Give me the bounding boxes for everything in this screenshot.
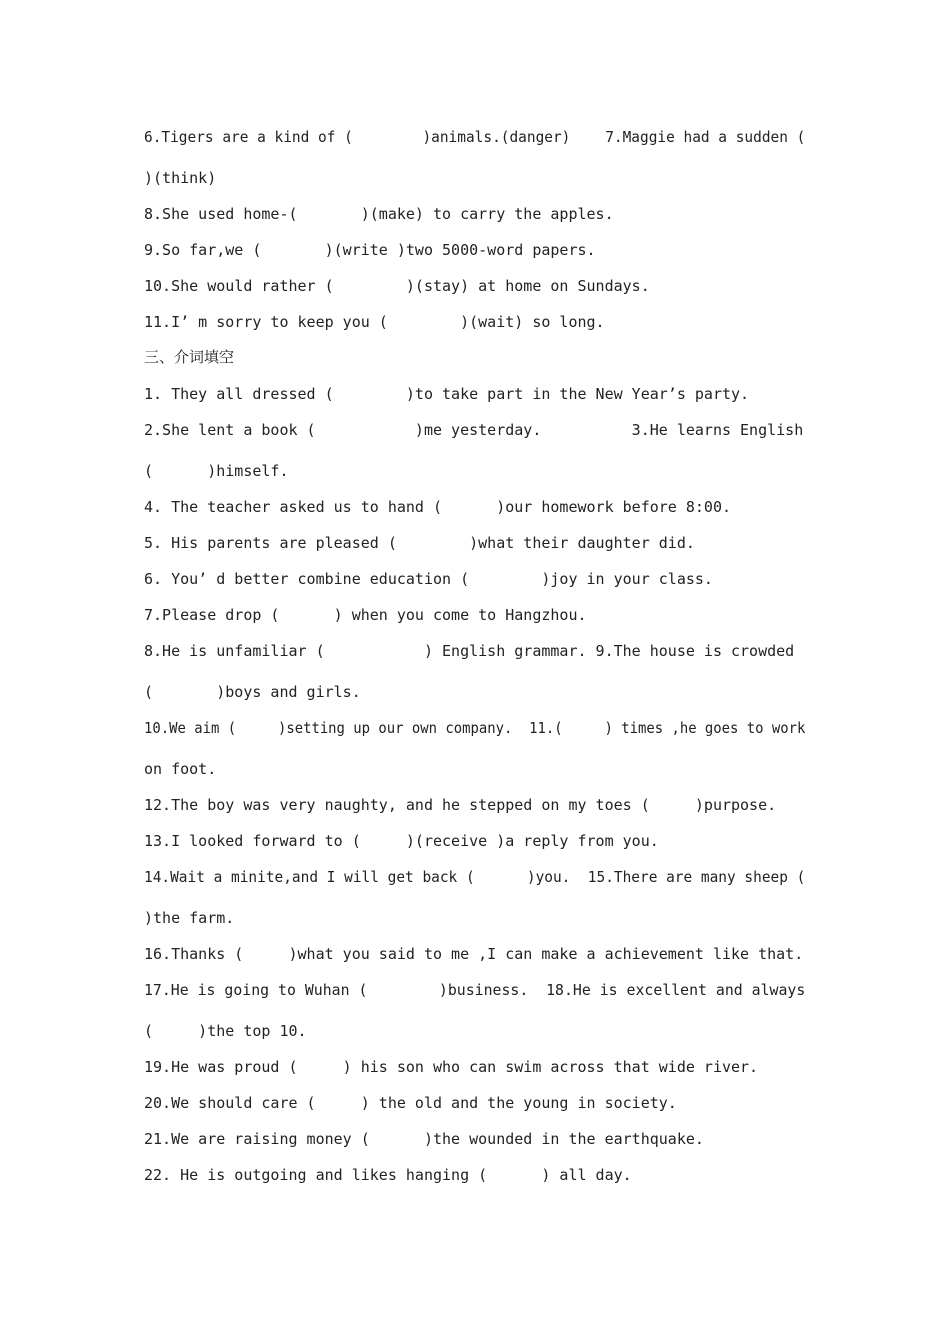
exercise-line: 4. The teacher asked us to hand ( )our homework before 8:00.	[144, 498, 731, 516]
exercise-line: 16.Thanks ( )what you said to me ,I can make a achievement like that.	[144, 945, 804, 963]
exercise-line: 10.She would rather ( )(stay) at home on Sundays.	[144, 277, 650, 295]
exercise-line: 7.Please drop ( ) when you come to Hangzhou.	[144, 606, 587, 624]
exercise-line: 11.I’ m sorry to keep you ( )(wait) so long.	[144, 313, 605, 331]
exercise-line: 8.She used home-( )(make) to carry the apples.	[144, 205, 614, 223]
exercise-line: 20.We should care ( ) the old and the young in society.	[144, 1094, 677, 1112]
exercise-line: 1. They all dressed ( )to take part in the New Year’s party.	[144, 385, 750, 403]
exercise-line: 14.Wait a minite,and I will get back ( )you. 15.There are many sheep (	[144, 868, 806, 886]
exercise-line: 19.He was proud ( ) his son who can swim across that wide river.	[144, 1058, 759, 1076]
exercise-line: on foot.	[144, 760, 217, 778]
exercise-line: 5. His parents are pleased ( )what their daughter did.	[144, 534, 695, 552]
exercise-line: 21.We are raising money ( )the wounded in the earthquake.	[144, 1130, 704, 1148]
exercise-line: 12.The boy was very naughty, and he stepped on my toes ( )purpose.	[144, 796, 777, 814]
exercise-line: 10.We aim ( )setting up our own company. 11.( ) times ,he goes to work	[144, 719, 806, 737]
exercise-line: ( )boys and girls.	[144, 683, 361, 701]
exercise-line: ( )himself.	[144, 462, 289, 480]
exercise-line: 17.He is going to Wuhan ( )business. 18.He is excellent and always	[144, 981, 806, 999]
exercise-line: 2.She lent a book ( )me yesterday. 3.He learns English	[144, 421, 804, 439]
exercise-line: 8.He is unfamiliar ( ) English grammar. 9.The house is crowded	[144, 642, 795, 660]
exercise-line: )(think)	[144, 169, 217, 187]
exercise-line: ( )the top 10.	[144, 1022, 307, 1040]
section-heading: 三、介词填空	[144, 348, 235, 366]
exercise-line: 13.I looked forward to ( )(receive )a reply from you.	[144, 832, 659, 850]
exercise-line: 22. He is outgoing and likes hanging ( ) all day.	[144, 1166, 632, 1184]
exercise-line: 9.So far,we ( )(write )two 5000-word papers.	[144, 241, 596, 259]
exercise-line: 6.Tigers are a kind of ( )animals.(danger) 7.Maggie had a sudden (	[144, 128, 806, 146]
exercise-line: 6. You’ d better combine education ( )joy in your class.	[144, 570, 713, 588]
exercise-line: )the farm.	[144, 909, 235, 927]
